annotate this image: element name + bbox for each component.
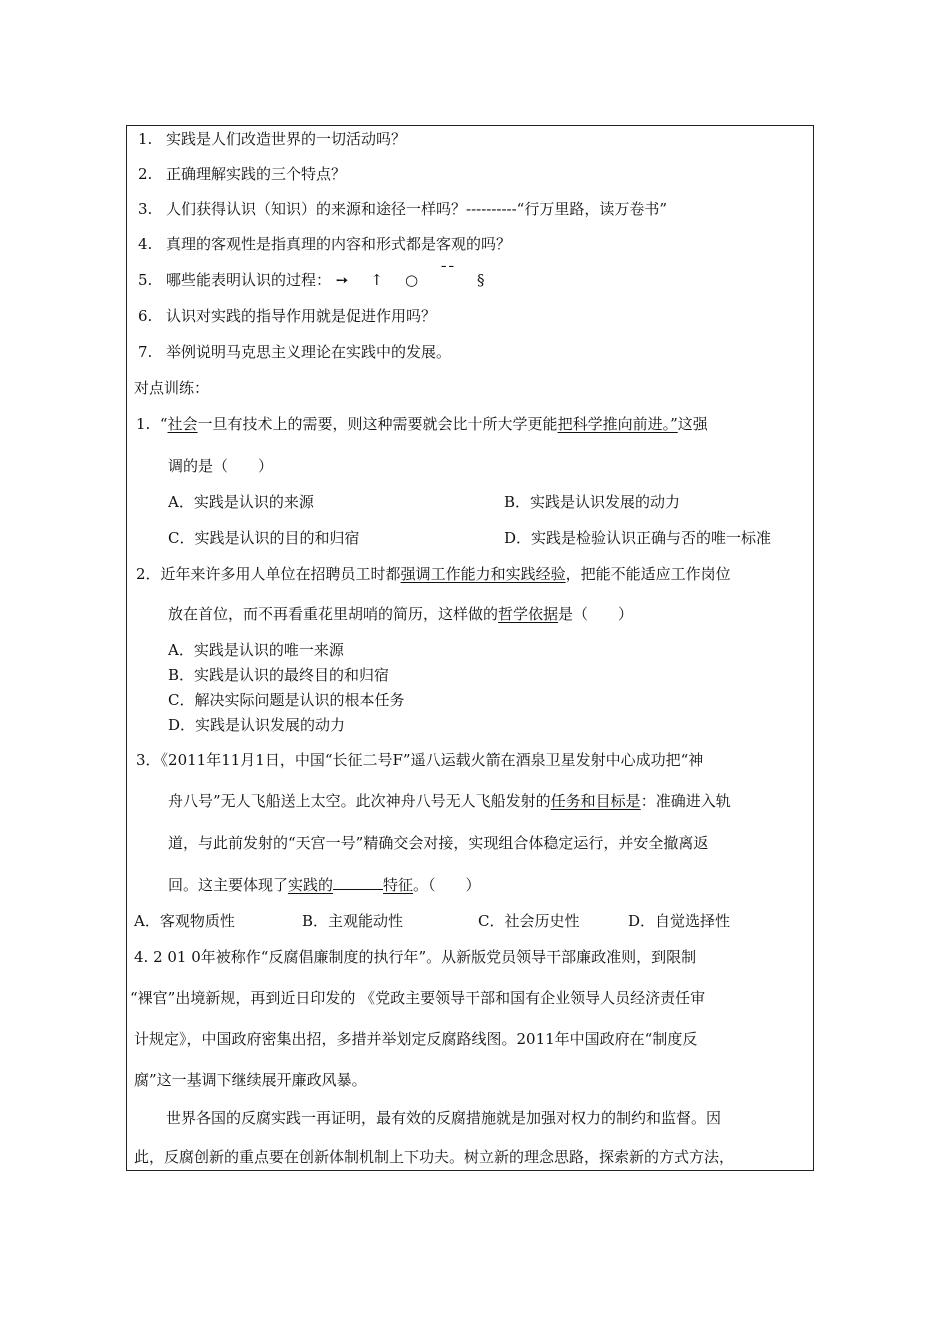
exercise-4-para2-line-1: 世界各国的反腐实践一再证明，最有效的反腐措施就是加强对权力的制约和监督。因 (166, 1109, 722, 1127)
exercise-3-line-4: 回。这主要体现了实践的 特征。（ ） (168, 876, 481, 894)
question-6: 6. 认识对实践的指导作用就是促进作用吗？ (138, 307, 437, 325)
question-5: 5. 哪些能表明认识的过程： ➙ ↑ ○ ¯¯ § (138, 263, 485, 289)
exercise-1-option-b: B．实践是认识发展的动力 (504, 493, 681, 511)
exercise-4-line-3: 计规定》，中国政府密集出招，多措并举划定反腐路线图。2011年中国政府在“制度反 (134, 1030, 698, 1048)
question-1: 1. 实践是人们改造世界的一切活动吗？ (138, 130, 407, 148)
exercise-2-option-c: C．解决实际问题是认识的根本任务 (168, 691, 405, 709)
exercise-1-option-a: A．实践是认识的来源 (168, 493, 314, 511)
exercise-1-option-c: C．实践是认识的目的和归宿 (168, 529, 360, 547)
arrow-right-icon: ➙ (335, 271, 349, 289)
question-3: 3. 人们获得认识（知识）的来源和途径一样吗？----------“行万里路，读万卷书” (138, 200, 668, 218)
question-2: 2. 正确理解实践的三个特点？ (138, 165, 347, 183)
section-sign-icon: § (477, 271, 485, 289)
exercise-3-line-2: 舟八号”无人飞船送上太空。此次神舟八号无人飞船发射的任务和目标是：准确进入轨 (168, 792, 731, 810)
answer-blank (333, 875, 383, 890)
exercise-2-option-d: D．实践是认识发展的动力 (168, 716, 346, 734)
circle-icon: ○ (404, 271, 419, 289)
exercise-3-option-b: B．主观能动性 (302, 912, 404, 930)
question-7: 7. 举例说明马克思主义理论在实践中的发展。 (138, 343, 452, 361)
exercise-3-line-3: 道，与此前发射的“天宫一号”精确交会对接，实现组合体稳定运行，并安全撤离返 (168, 834, 709, 852)
exercise-3-line-1: 3．《2011年11月1日，中国“长征二号F”遥八运载火箭在酒泉卫星发射中心成功把“神 (136, 751, 704, 769)
question-4: 4. 真理的客观性是指真理的内容和形式都是客观的吗？ (138, 235, 512, 253)
exercise-1-line-2: 调的是（ ） (168, 457, 274, 475)
exercise-2-option-a: A．实践是认识的唯一来源 (168, 641, 344, 659)
exercise-1-line-1: 1. “社会一旦有技术上的需要，则这种需要就会比十所大学更能把科学推向前进。”这强 (136, 415, 708, 433)
exercise-3-option-c: C．社会历史性 (478, 912, 580, 930)
exercise-4-para2-line-2: 此，反腐创新的重点要在创新体制机制上下功夫。树立新的理念思路，探索新的方式方法， (134, 1148, 735, 1166)
exercise-2-line-1: 2．近年来许多用人单位在招聘员工时都强调工作能力和实践经验，把能不能适应工作岗位 (136, 565, 731, 583)
exercise-3-option-a: A．客观物质性 (134, 912, 235, 930)
training-heading: 对点训练： (134, 379, 210, 397)
overline-icon: ¯¯ (440, 263, 456, 281)
exercise-2-line-2: 放在首位，而不再看重花里胡哨的简历，这样做的哲学依据是（ ） (168, 605, 634, 623)
exercise-2-option-b: B．实践是认识的最终目的和归宿 (168, 666, 390, 684)
arrow-up-icon: ↑ (370, 271, 383, 289)
exercise-4-line-4: 腐”这一基调下继续展开廉政风暴。 (134, 1071, 367, 1089)
exercise-1-option-d: D．实践是检验认识正确与否的唯一标准 (504, 529, 772, 547)
exercise-4-line-1: 4. 2 01 0年被称作“反腐倡廉制度的执行年”。从新版党员领导干部廉政准则，到限制 (134, 948, 697, 966)
exercise-3-option-d: D．自觉选择性 (628, 912, 731, 930)
exercise-4-line-2: “裸官”出境新规，再到近日印发的 《党政主要领导干部和国有企业领导人员经济责任审 (130, 989, 706, 1007)
